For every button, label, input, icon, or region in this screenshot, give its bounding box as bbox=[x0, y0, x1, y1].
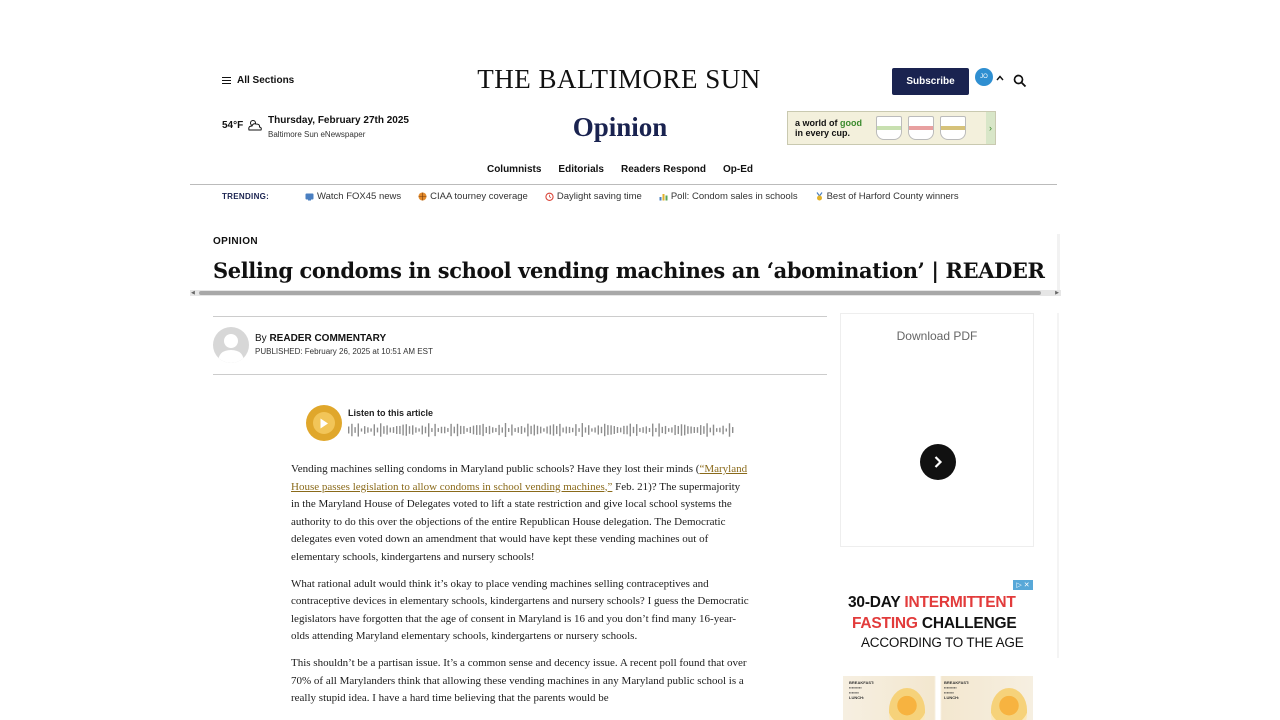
trending-item[interactable] bbox=[418, 191, 528, 202]
waveform-bar bbox=[396, 426, 397, 434]
ad-choices-icon[interactable]: ▷ ✕ bbox=[1013, 580, 1033, 590]
chevron-up-icon[interactable] bbox=[996, 74, 1004, 82]
temperature: 54°F bbox=[222, 119, 244, 131]
waveform-bar bbox=[598, 425, 599, 434]
paragraph-text: Feb. 21)? The supermajority in the Maryland House of Delegates voted to lift a state restriction and give local school systems the authority to do this over the objections of the entire Republican House delegation. The Democratic delegates even voted down an amendment that would have kept these vending machines out of elementary schools, kindergartens and nursery schools! bbox=[291, 480, 741, 563]
article-headline: Selling condoms in school vending machines an ‘abomination’ | READER bbox=[213, 258, 1045, 283]
waveform-bar bbox=[633, 427, 634, 433]
waveform-bar bbox=[588, 425, 589, 435]
waveform-bar bbox=[425, 427, 426, 433]
waveform-bar bbox=[470, 427, 471, 433]
ad-cup-image bbox=[908, 116, 934, 140]
ad-headline-line1 bbox=[848, 594, 1016, 612]
byline-prefix: By bbox=[255, 333, 270, 344]
divider bbox=[213, 374, 827, 375]
paragraph: This shouldn’t be a partisan issue. It’s a common sense and decency issue. A recent poll found that over 70% of all Marylanders think that allowing these vending machines in any Maryland public school is a really stupid idea. I have a hard time believing that the parents would be bbox=[291, 656, 747, 705]
waveform-bar bbox=[537, 426, 538, 434]
waveform-bar bbox=[514, 428, 515, 432]
waveform-bar bbox=[700, 425, 701, 435]
trending-item[interactable] bbox=[545, 191, 642, 202]
author-link[interactable]: READER COMMENTARY bbox=[269, 333, 387, 344]
waveform-bar bbox=[351, 424, 352, 436]
ad-subline: ACCORDING TO THE AGE bbox=[861, 635, 1024, 650]
egg-image bbox=[991, 688, 1027, 720]
ad-meal-plan: BREAKFAST: ▪▪▪▪▪▪▪▪▪ ▪▪▪▪▪▪▪ LUNCH: bbox=[944, 680, 988, 700]
waveform-bar bbox=[550, 426, 551, 435]
waveform-bar bbox=[450, 424, 451, 436]
sidebar-ad[interactable] bbox=[843, 580, 1034, 660]
waveform-bar bbox=[569, 427, 570, 433]
waveform-bar bbox=[406, 424, 407, 436]
waveform-bar bbox=[690, 426, 691, 433]
trending-item-label: Best of Harford County winners bbox=[826, 191, 959, 202]
waveform-bar bbox=[393, 427, 394, 433]
ad-text: CHALLENGE bbox=[921, 615, 1017, 632]
waveform-bar bbox=[713, 425, 714, 436]
waveform-bar bbox=[639, 428, 640, 432]
waveform-bar bbox=[620, 428, 621, 433]
waveform-bar bbox=[668, 428, 669, 432]
waveform-bar bbox=[716, 428, 717, 432]
waveform-bar bbox=[438, 428, 439, 432]
download-pdf-link[interactable]: Download PDF bbox=[896, 329, 978, 343]
waveform-bar bbox=[367, 427, 368, 432]
waveform-bar bbox=[543, 428, 544, 432]
waveform-bar bbox=[678, 426, 679, 434]
audio-play-inner bbox=[313, 412, 335, 434]
paragraph bbox=[291, 461, 751, 567]
waveform-bar bbox=[386, 425, 387, 434]
ad-line1: a world of bbox=[795, 118, 840, 128]
ad-arrow-icon[interactable]: › bbox=[986, 112, 995, 144]
waveform-bar bbox=[655, 428, 656, 432]
ad-text bbox=[788, 118, 870, 138]
waveform-bar bbox=[511, 424, 512, 435]
trending-item-label: Daylight saving time bbox=[556, 191, 642, 202]
paragraph: What rational adult would think it’s okay to place vending machines selling contraceptives and contraceptive devices in elementary schools, kindergartens and nursery schools? I guess the Democratic legislators have forgotten that the age of consent in Maryland is 16 and you don’t find many 16-year-olds attending Maryland elementary schools, kindergartens or nursery schools. bbox=[291, 577, 749, 643]
trending-item[interactable] bbox=[659, 191, 798, 202]
waveform-bar bbox=[572, 428, 573, 432]
waveform-bar bbox=[415, 427, 416, 432]
trending-item-label: Poll: Condom sales in schools bbox=[670, 191, 798, 202]
chevron-right-icon bbox=[932, 455, 944, 469]
all-sections-label: All Sections bbox=[237, 75, 295, 86]
ad-text-red: FASTING bbox=[852, 615, 922, 632]
waveform-bar bbox=[495, 428, 496, 432]
waveform-bar bbox=[444, 427, 445, 434]
waveform-bar bbox=[505, 423, 506, 437]
waveform-bar bbox=[604, 424, 605, 436]
waveform-bar bbox=[492, 427, 493, 432]
waveform-bar bbox=[364, 426, 365, 434]
egg-image bbox=[889, 688, 925, 720]
waveform-bar bbox=[377, 428, 378, 433]
waveform-bar bbox=[383, 426, 384, 434]
waveform-bar bbox=[402, 425, 403, 436]
subscribe-button[interactable]: Subscribe bbox=[892, 68, 969, 95]
waveform-bar bbox=[489, 426, 490, 434]
waveform-bar bbox=[418, 428, 419, 431]
audio-play-button[interactable] bbox=[306, 405, 342, 441]
waveform-bar bbox=[530, 426, 531, 434]
waveform-bar bbox=[662, 427, 663, 433]
waveform-bar bbox=[671, 427, 672, 432]
waveform-bar bbox=[703, 426, 704, 434]
audio-waveform[interactable] bbox=[347, 420, 735, 440]
ad-image[interactable] bbox=[843, 676, 1033, 720]
waveform-bar bbox=[658, 423, 659, 436]
waveform-bar bbox=[508, 428, 509, 432]
tv-icon bbox=[305, 192, 314, 201]
waveform-bar bbox=[681, 424, 682, 436]
waveform-bar bbox=[486, 427, 487, 433]
ad-headline-line2 bbox=[852, 615, 1017, 633]
subnav-columnists[interactable]: Columnists bbox=[486, 164, 542, 175]
waveform-bar bbox=[694, 427, 695, 433]
enewspaper-widget bbox=[840, 313, 1034, 547]
waveform-bar bbox=[361, 428, 362, 431]
waveform-bar bbox=[399, 426, 400, 434]
waveform-bar bbox=[390, 428, 391, 433]
waveform-bar bbox=[706, 423, 707, 436]
waveform-bar bbox=[540, 427, 541, 434]
divider bbox=[190, 184, 1057, 185]
ad-meal-title: LUNCH: bbox=[849, 695, 865, 700]
ad-line2: in every cup. bbox=[795, 128, 851, 138]
waveform-bar bbox=[348, 427, 349, 434]
sidebar-edge bbox=[1057, 313, 1059, 658]
waveform-bar bbox=[412, 425, 413, 434]
waveform-bar bbox=[380, 423, 381, 436]
waveform-bar bbox=[623, 426, 624, 434]
waveform-bar bbox=[463, 426, 464, 434]
waveform-bar bbox=[466, 428, 467, 432]
trending-item-label: Watch FOX45 news bbox=[317, 191, 402, 202]
waveform-bar bbox=[454, 427, 455, 434]
ad-meal-plan: BREAKFAST: ▪▪▪▪▪▪▪▪▪ ▪▪▪▪▪▪▪ LUNCH: bbox=[849, 680, 893, 700]
scroll-right-arrow-icon[interactable]: ▶ bbox=[1055, 290, 1059, 296]
trending-item-label: CIAA tourney coverage bbox=[430, 191, 528, 202]
waveform-bar bbox=[729, 423, 730, 436]
waveform-bar bbox=[562, 428, 563, 433]
waveform-bar bbox=[719, 428, 720, 433]
ad-meal-title: BREAKFAST: bbox=[849, 680, 875, 685]
published-date: PUBLISHED: February 26, 2025 at 10:51 AM EST bbox=[255, 347, 433, 356]
waveform-bar bbox=[409, 426, 410, 434]
waveform-bar bbox=[434, 424, 435, 436]
poll-icon bbox=[659, 192, 668, 201]
waveform-bar bbox=[498, 425, 499, 435]
basketball-icon bbox=[418, 192, 427, 201]
waveform-bar bbox=[527, 424, 528, 437]
article-body bbox=[291, 461, 751, 717]
play-icon bbox=[319, 418, 329, 429]
waveform-bar bbox=[521, 426, 522, 434]
waveform-bar bbox=[578, 428, 579, 432]
scrollbar-thumb[interactable] bbox=[199, 291, 1041, 295]
search-icon[interactable] bbox=[1013, 74, 1027, 88]
waveform-bar bbox=[697, 427, 698, 433]
ad-meal-title: BREAKFAST: bbox=[944, 680, 970, 685]
top-banner-ad[interactable] bbox=[787, 111, 996, 145]
waveform-bar bbox=[546, 427, 547, 434]
waveform-bar bbox=[585, 427, 586, 432]
related-article-link[interactable]: “Maryland House passes legislation to allow condoms in school vending machines,” bbox=[291, 463, 748, 493]
waveform-bar bbox=[479, 425, 480, 435]
waveform-bar bbox=[610, 425, 611, 434]
waveform-bar bbox=[722, 426, 723, 435]
ad-meal-title: LUNCH: bbox=[944, 695, 960, 700]
waveform-bar bbox=[652, 424, 653, 437]
waveform-bar bbox=[617, 427, 618, 433]
person-icon bbox=[213, 327, 249, 363]
divider bbox=[213, 316, 827, 317]
waveform-bar bbox=[626, 426, 627, 435]
waveform-bar bbox=[473, 426, 474, 435]
waveform-bar bbox=[646, 426, 647, 433]
waveform-bar bbox=[636, 424, 637, 436]
enewspaper-link[interactable]: Baltimore Sun eNewspaper bbox=[268, 130, 366, 139]
waveform-bar bbox=[614, 426, 615, 434]
waveform-bar bbox=[582, 423, 583, 437]
ad-text: 30-DAY bbox=[848, 594, 905, 611]
waveform-bar bbox=[457, 424, 458, 436]
headline-scroll-edge bbox=[1057, 234, 1060, 292]
waveform-bar bbox=[518, 427, 519, 433]
waveform-bar bbox=[482, 424, 483, 436]
masthead-logo[interactable]: THE BALTIMORE SUN bbox=[477, 64, 761, 94]
ad-line1-highlight: good bbox=[840, 118, 862, 128]
waveform-bar bbox=[607, 425, 608, 435]
trending-bar bbox=[222, 191, 976, 202]
waveform-bar bbox=[649, 428, 650, 432]
byline bbox=[255, 333, 386, 344]
waveform-bar bbox=[556, 426, 557, 434]
waveform-bar bbox=[684, 425, 685, 436]
waveform-bar bbox=[710, 428, 711, 433]
author-avatar bbox=[213, 327, 249, 363]
subnav-readers-respond[interactable]: Readers Respond bbox=[621, 164, 707, 175]
waveform-bar bbox=[358, 423, 359, 436]
waveform-bar bbox=[524, 428, 525, 433]
current-date: Thursday, February 27th 2025 bbox=[268, 115, 409, 126]
trending-item[interactable] bbox=[305, 191, 401, 202]
scroll-left-arrow-icon[interactable]: ◀ bbox=[191, 290, 195, 296]
medal-icon bbox=[815, 192, 824, 201]
listen-label: Listen to this article bbox=[348, 408, 434, 418]
waveform-bar bbox=[575, 424, 576, 436]
waveform-bar bbox=[566, 427, 567, 434]
waveform-bar bbox=[422, 426, 423, 435]
waveform-bar bbox=[687, 426, 688, 434]
trending-item[interactable] bbox=[815, 191, 959, 202]
ad-cup-image bbox=[876, 116, 902, 140]
section-kicker[interactable]: OPINION bbox=[213, 236, 259, 247]
waveform-bar bbox=[502, 427, 503, 432]
ad-text-red: INTERMITTENT bbox=[904, 594, 1016, 611]
waveform-bar bbox=[594, 427, 595, 432]
waveform-bar bbox=[460, 426, 461, 434]
waveform-bar bbox=[559, 424, 560, 436]
waveform-bar bbox=[431, 428, 432, 432]
waveform-bar bbox=[476, 425, 477, 435]
waveform-bar bbox=[447, 428, 448, 432]
waveform-bar bbox=[553, 424, 554, 435]
waveform-bar bbox=[642, 427, 643, 433]
user-avatar[interactable]: JO bbox=[975, 68, 993, 86]
waveform-bar bbox=[374, 424, 375, 435]
subnav-op-ed[interactable]: Op-Ed bbox=[723, 164, 754, 175]
waveform-bar bbox=[665, 426, 666, 434]
subnav-editorials[interactable]: Editorials bbox=[558, 164, 604, 175]
waveform-bar bbox=[354, 427, 355, 433]
waveform-bar bbox=[732, 427, 733, 433]
waveform-bar bbox=[534, 425, 535, 436]
waveform-bar bbox=[441, 427, 442, 433]
clock-icon bbox=[545, 192, 554, 201]
waveform-bar bbox=[630, 424, 631, 437]
opinion-subnav bbox=[0, 164, 1240, 175]
waveform-bar bbox=[428, 423, 429, 436]
next-button[interactable] bbox=[920, 444, 956, 480]
waveform-bar bbox=[601, 427, 602, 433]
section-title[interactable]: Opinion bbox=[572, 112, 668, 142]
paragraph-text: Vending machines selling condoms in Maryland public schools? Have they lost their minds ( bbox=[291, 463, 700, 475]
headline-scrollbar[interactable] bbox=[190, 290, 1061, 296]
ad-cup-image bbox=[940, 116, 966, 140]
waveform-bar bbox=[591, 428, 592, 431]
waveform-bar bbox=[726, 428, 727, 431]
trending-label: TRENDING: bbox=[222, 192, 270, 201]
waveform-bar bbox=[674, 425, 675, 435]
waveform-bar bbox=[370, 428, 371, 431]
